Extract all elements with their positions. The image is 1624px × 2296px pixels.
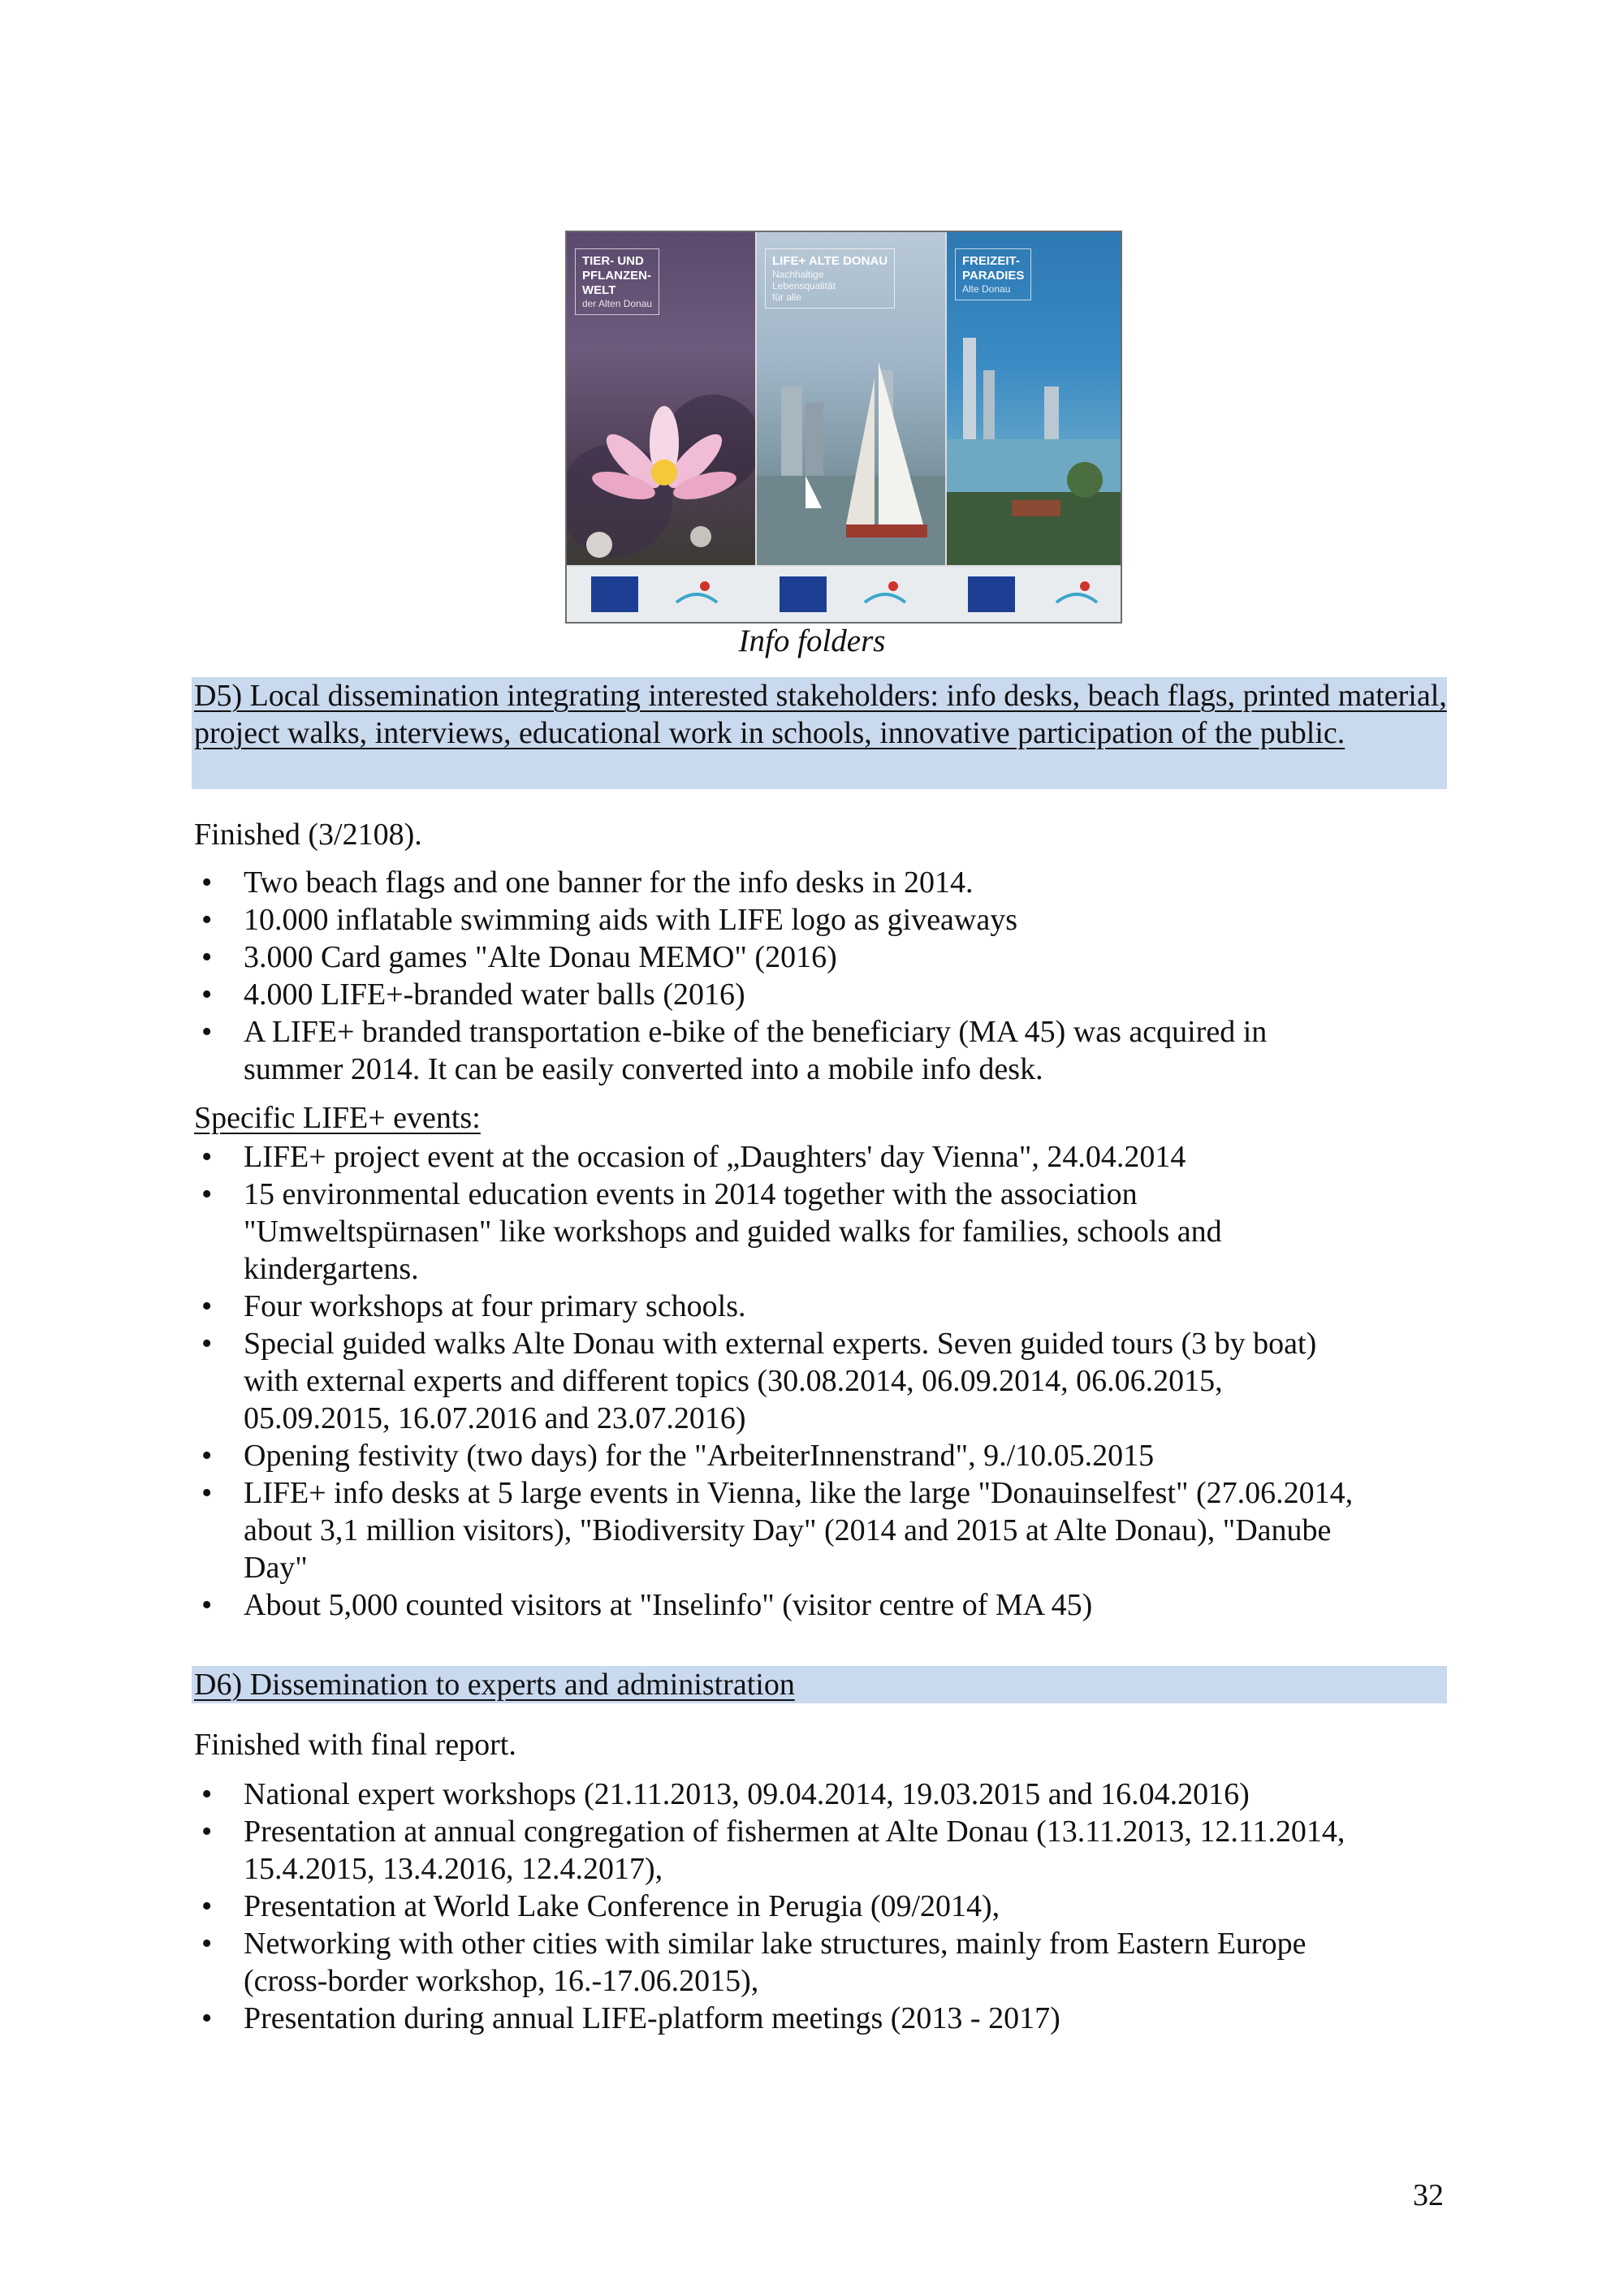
- list-item: • Presentation at World Lake Conference in Perugia (09/2014),: [194, 1888, 1461, 1925]
- eu-flag-icon: [968, 576, 1015, 612]
- d6-heading-box: [192, 1666, 1447, 1703]
- events-heading: Specific LIFE+ events:: [194, 1101, 481, 1135]
- list-item: • Special guided walks Alte Donau with external experts. Seven guided tours (3 by boat) with external experts and different topics (30.08.2014, 06.09.2014, 06.06.2015, 05.09.2015, 16.07.2016 and 23.07.2016): [194, 1325, 1461, 1437]
- folder-panel-life-alte-donau: [757, 232, 945, 565]
- eu-flag-icon: [591, 576, 638, 612]
- d5-heading: D5) Local dissemination integrating interested stakeholders: info desks, beach flags, printed material, project walks, interviews, educational work in schools, innovative participation of the public.: [194, 679, 1447, 750]
- list-item: • Four workshops at four primary schools.: [194, 1288, 1461, 1325]
- list-item: • A LIFE+ branded transportation e-bike of the beneficiary (MA 45) was acquired in summer 2014. It can be easily converted into a mobile info desk.: [194, 1013, 1461, 1088]
- panel-title: TIER- UND PFLANZEN- WELT der Alten Donau: [575, 248, 659, 315]
- panel-title: LIFE+ ALTE DONAU Nachhaltige Lebensqualität für alle: [765, 248, 895, 309]
- d5-status: Finished (3/2108).: [194, 818, 422, 852]
- list-item: • About 5,000 counted visitors at "Inselinfo" (visitor centre of MA 45): [194, 1586, 1461, 1624]
- list-item: • 3.000 Card games "Alte Donau MEMO" (2016): [194, 939, 1461, 976]
- d6-item-list: [194, 1776, 1461, 2037]
- list-item: • Presentation during annual LIFE-platform meetings (2013 - 2017): [194, 2000, 1461, 2037]
- info-folders-image: [565, 231, 1122, 624]
- figure-caption: Info folders: [738, 624, 886, 658]
- list-item: • 15 environmental education events in 2014 together with the association "Umweltspürnasen" like workshops and guided walks for families, schools and kindergartens.: [194, 1176, 1461, 1288]
- d6-heading: D6) Dissemination to experts and administration: [194, 1668, 795, 1702]
- list-item: • 10.000 inflatable swimming aids with LIFE logo as giveaways: [194, 901, 1461, 939]
- folder-panel-flora-fauna: [567, 232, 755, 565]
- list-item: • Networking with other cities with similar lake structures, mainly from Eastern Europe (cross-border workshop, 16.-17.06.2015),: [194, 1925, 1461, 2000]
- folder-panel-freizeit-paradies: [947, 232, 1121, 565]
- wiener-gewaesser-logo-icon: [1052, 578, 1101, 611]
- list-item: • National expert workshops (21.11.2013, 09.04.2014, 19.03.2015 and 16.04.2016): [194, 1776, 1461, 1813]
- d5-item-list: [194, 864, 1461, 1088]
- logo-strip: [567, 567, 1121, 622]
- list-item: • LIFE+ project event at the occasion of „Daughters' day Vienna", 24.04.2014: [194, 1138, 1461, 1176]
- list-item: • 4.000 LIFE+-branded water balls (2016): [194, 976, 1461, 1013]
- wiener-gewaesser-logo-icon: [672, 578, 721, 611]
- d5-heading-box: [192, 677, 1447, 789]
- list-item: • Opening festivity (two days) for the "ArbeiterInnenstrand", 9./10.05.2015: [194, 1437, 1461, 1474]
- panel-title: FREIZEIT- PARADIES Alte Donau: [955, 248, 1031, 300]
- list-item: • LIFE+ info desks at 5 large events in Vienna, like the large "Donauinselfest" (27.06.2014, about 3,1 million visitors), "Biodiversity Day" (2014 and 2015 at Alte Donau), "Danube Day": [194, 1474, 1461, 1586]
- d6-status: Finished with final report.: [194, 1728, 516, 1762]
- list-item: • Two beach flags and one banner for the info desks in 2014.: [194, 864, 1461, 901]
- wiener-gewaesser-logo-icon: [861, 578, 909, 611]
- list-item: • Presentation at annual congregation of fishermen at Alte Donau (13.11.2013, 12.11.2014, 15.4.2015, 13.4.2016, 12.4.2017),: [194, 1813, 1461, 1888]
- events-list: [194, 1138, 1461, 1624]
- eu-flag-icon: [780, 576, 827, 612]
- page-number: 32: [1413, 2178, 1444, 2212]
